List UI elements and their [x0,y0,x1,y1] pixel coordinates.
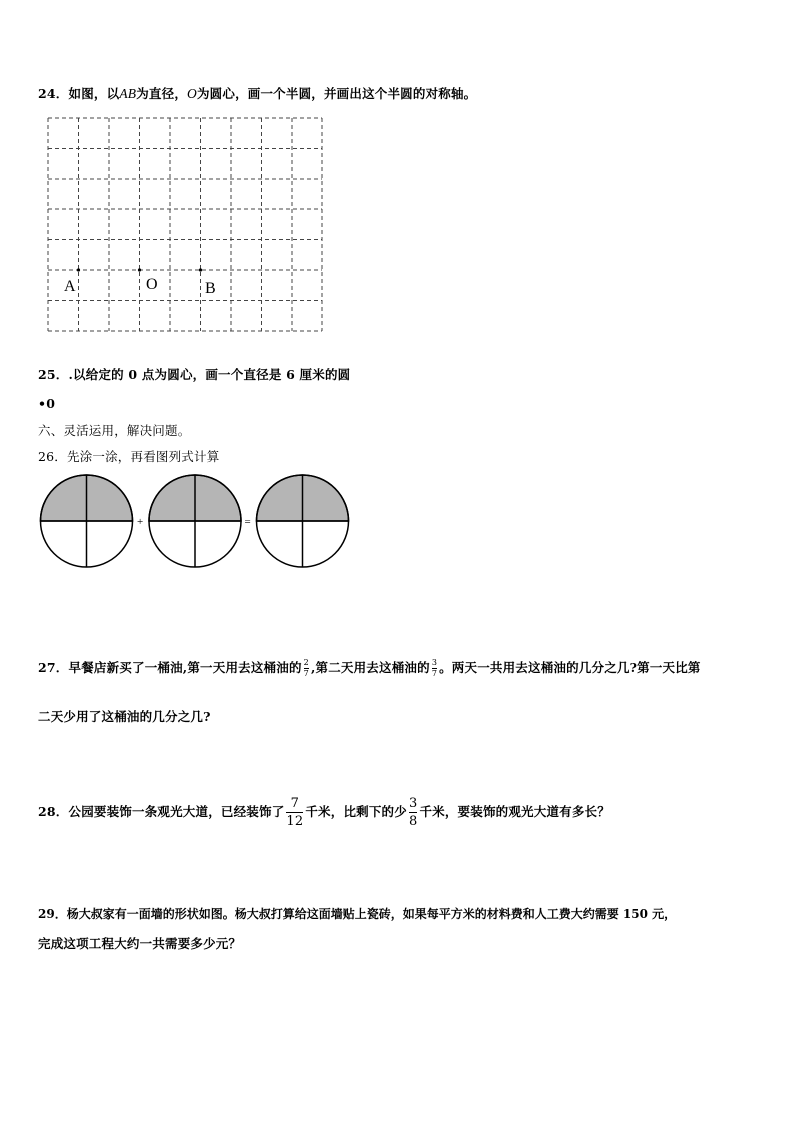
q27-text-2: ,第二天用去这桶油的 [310,660,430,675]
q24-text-1: 如图，以 [68,86,120,101]
q24-text-3: 为圆心，画一个半圆，并画出这个半圆的对称轴。 [196,86,477,101]
q24-text-2: 为直径， [136,86,188,101]
q27-text-3: 。两天一共用去这桶油的几分之几?第一天比第 [439,660,701,675]
question-28 [38,797,610,828]
circle-2 [149,475,241,567]
q27-frac1-den: 7 [303,669,309,678]
q27-fraction-1 [304,659,309,678]
question-26: 26．先涂一涂，再看图列式计算 [38,449,220,464]
section-6-title: 六、灵活运用，解决问题。 [38,423,191,438]
question-24 [38,84,476,102]
point-a [77,268,80,271]
q28-frac1-num: 7 [290,796,300,811]
q24-ab: AB [119,86,137,101]
q28-frac2-num: 3 [408,796,418,811]
question-27-line-1 [38,658,701,678]
question-27-line-2: 二天少用了这桶油的几分之几? [38,709,211,724]
circle-1 [41,475,133,567]
point-o [138,268,141,271]
q24-number: 24． [38,86,69,101]
label-o: O [146,276,158,293]
q28-fraction-1 [286,797,303,828]
q25-point-label: •0 [38,396,56,411]
q28-frac1-den: 12 [286,814,304,829]
question-29-line-2: 完成这项工程大约一共需要多少元？ [38,936,242,951]
q27-text-1: 27．早餐店新买了一桶油,第一天用去这桶油的 [38,660,302,675]
q28-frac2-den: 8 [408,814,418,829]
label-a: A [64,278,76,295]
equals-sign: = [244,516,251,528]
q28-fraction-2 [409,797,417,828]
q24-o: O [187,86,197,101]
circles-figure [36,472,366,572]
q28-text-1: 28．公园要装饰一条观光大道，已经装饰了 [38,804,285,819]
question-25: 25．.以给定的 0 点为圆心，画一个直径是 6 厘米的圆 [38,367,351,382]
q27-fraction-2 [432,659,437,678]
q28-text-2: 千米，比剩下的少 [305,804,407,819]
label-b: B [205,280,216,297]
point-b [199,268,202,271]
q27-frac2-num: 3 [431,658,438,667]
dashed-grid [0,110,794,340]
q27-frac1-num: 2 [303,658,309,667]
question-29-line-1: 29．杨大叔家有一面墙的形状如图。杨大叔打算给这面墙贴上瓷砖，如果每平方米的材料费和人工费大约需要 150 元， [38,907,677,921]
plus-sign: + [137,516,144,528]
q28-text-3: 千米，要装饰的观光大道有多长？ [419,804,610,819]
circle-3 [257,475,349,567]
q27-frac2-den: 7 [431,669,438,678]
